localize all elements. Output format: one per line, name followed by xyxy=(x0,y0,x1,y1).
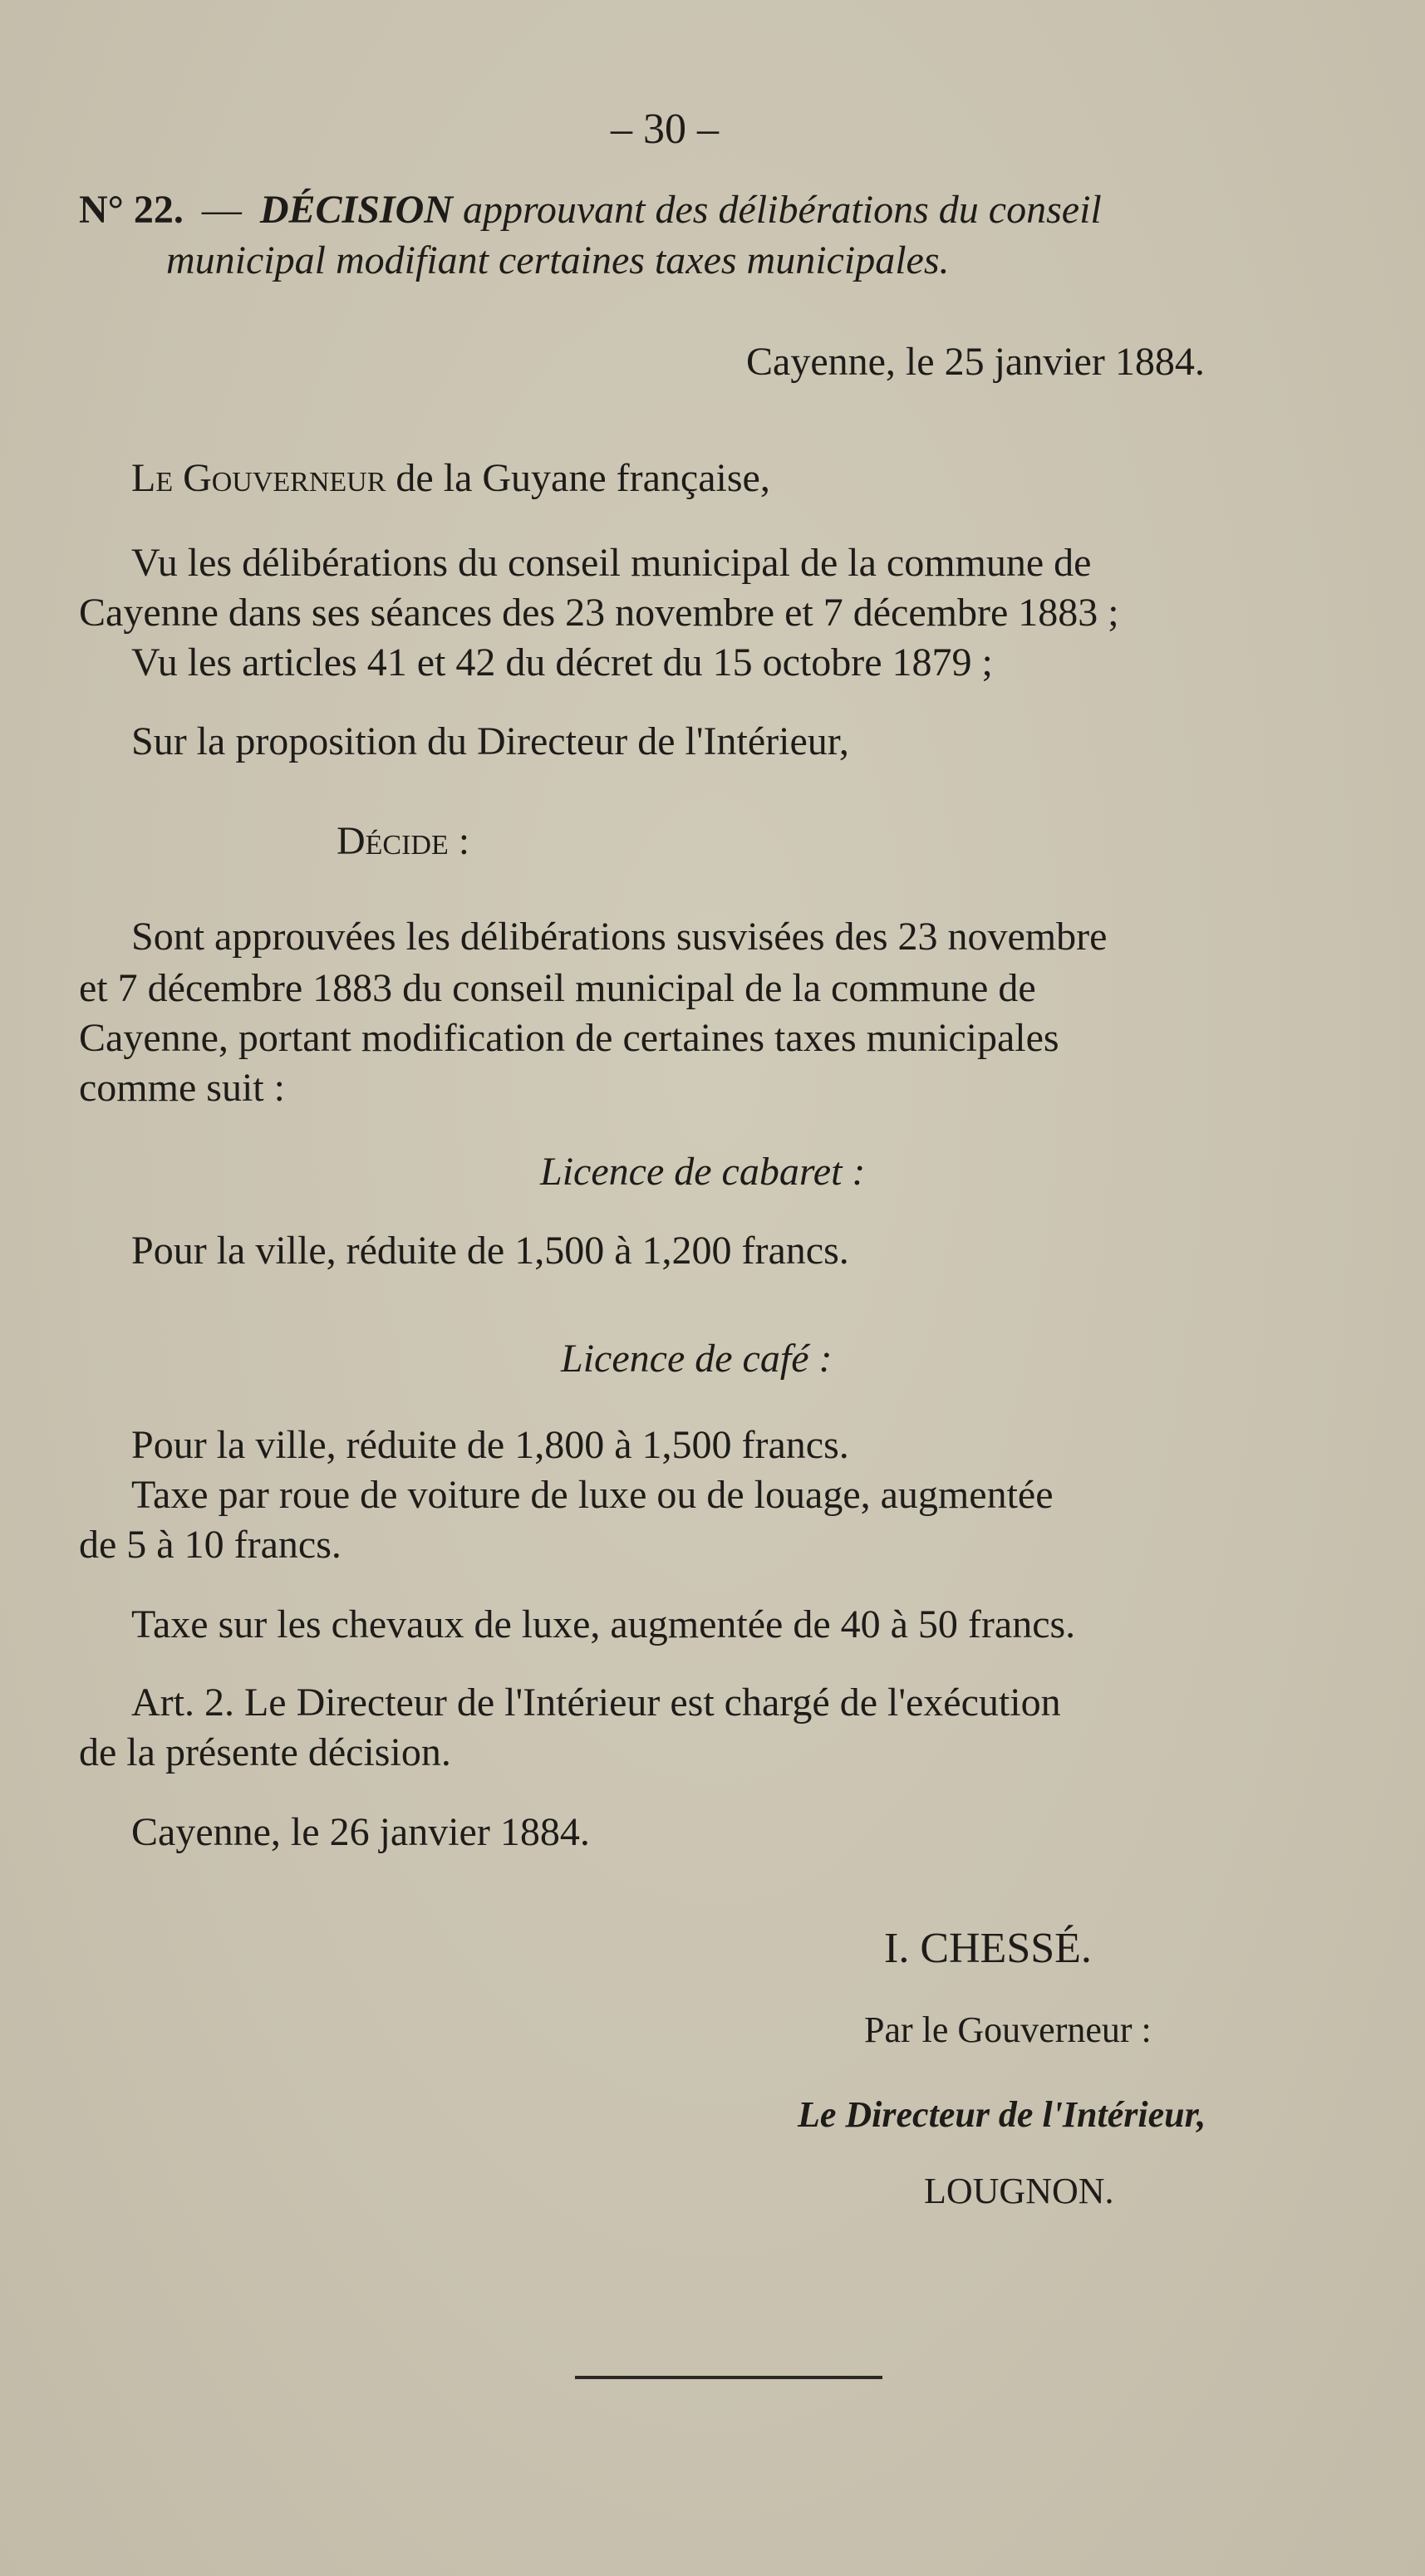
vu-deliberations-line2: Cayenne dans ses séances des 23 novembre et 7 décembre 1883 ; xyxy=(79,591,1119,635)
proposition: Sur la proposition du Directeur de l'Intérieur, xyxy=(131,719,849,763)
closing-rule xyxy=(575,2376,882,2379)
vu-deliberations-line1: Vu les délibérations du conseil municipal de la commune de xyxy=(131,541,1092,585)
chevaux-line: Taxe sur les chevaux de luxe, augmentée de 40 à 50 francs. xyxy=(131,1602,1076,1646)
decision-title-line2: municipal modifiant certaines taxes municipales. xyxy=(166,238,950,282)
gouverneur-rest: de la Guyane française, xyxy=(396,456,770,500)
voiture-line2: de 5 à 10 francs. xyxy=(79,1523,342,1567)
approuve-line2: et 7 décembre 1883 du conseil municipal de la commune de xyxy=(79,966,1036,1010)
closing-date: Cayenne, le 26 janvier 1884. xyxy=(131,1810,590,1854)
approuve-line4: comme suit : xyxy=(79,1066,285,1110)
page-number: – 30 – xyxy=(611,105,719,153)
gouverneur-line xyxy=(131,455,770,502)
vu-articles: Vu les articles 41 et 42 du décret du 15 octobre 1879 ; xyxy=(131,640,993,684)
decide-heading: Décide : xyxy=(337,819,470,863)
cabaret-text: Pour la ville, réduite de 1,500 à 1,200 francs. xyxy=(131,1229,849,1273)
cafe-heading: Licence de café : xyxy=(561,1337,833,1381)
director-title: Le Directeur de l'Intérieur, xyxy=(798,2094,1206,2135)
director-name: LOUGNON. xyxy=(924,2171,1114,2211)
title-dash: — xyxy=(201,188,242,232)
approuve-line3: Cayenne, portant modification de certaines taxes municipales xyxy=(79,1016,1059,1060)
decision-number: N° 22. xyxy=(79,188,184,232)
decision-title-line1 xyxy=(79,187,1102,233)
decision-title-rest: approuvant des délibérations du conseil xyxy=(462,188,1102,232)
dateline: Cayenne, le 25 janvier 1884. xyxy=(746,340,1205,384)
approuve-line1: Sont approuvées les délibérations susvisées des 23 novembre xyxy=(131,915,1108,959)
par-le-gouverneur: Par le Gouverneur : xyxy=(864,2009,1152,2050)
voiture-line1: Taxe par roue de voiture de luxe ou de louage, augmentée xyxy=(131,1473,1054,1517)
art2-line1: Art. 2. Le Directeur de l'Intérieur est chargé de l'exécution xyxy=(131,1681,1061,1725)
art2-line2: de la présente décision. xyxy=(79,1730,451,1774)
governor-signature: I. CHESSÉ. xyxy=(884,1925,1092,1972)
gouverneur-lead: Le Gouverneur xyxy=(131,456,386,500)
cafe-text: Pour la ville, réduite de 1,800 à 1,500 francs. xyxy=(131,1423,849,1467)
cabaret-heading: Licence de cabaret : xyxy=(540,1150,866,1194)
decision-keyword: DÉCISION xyxy=(259,188,453,232)
